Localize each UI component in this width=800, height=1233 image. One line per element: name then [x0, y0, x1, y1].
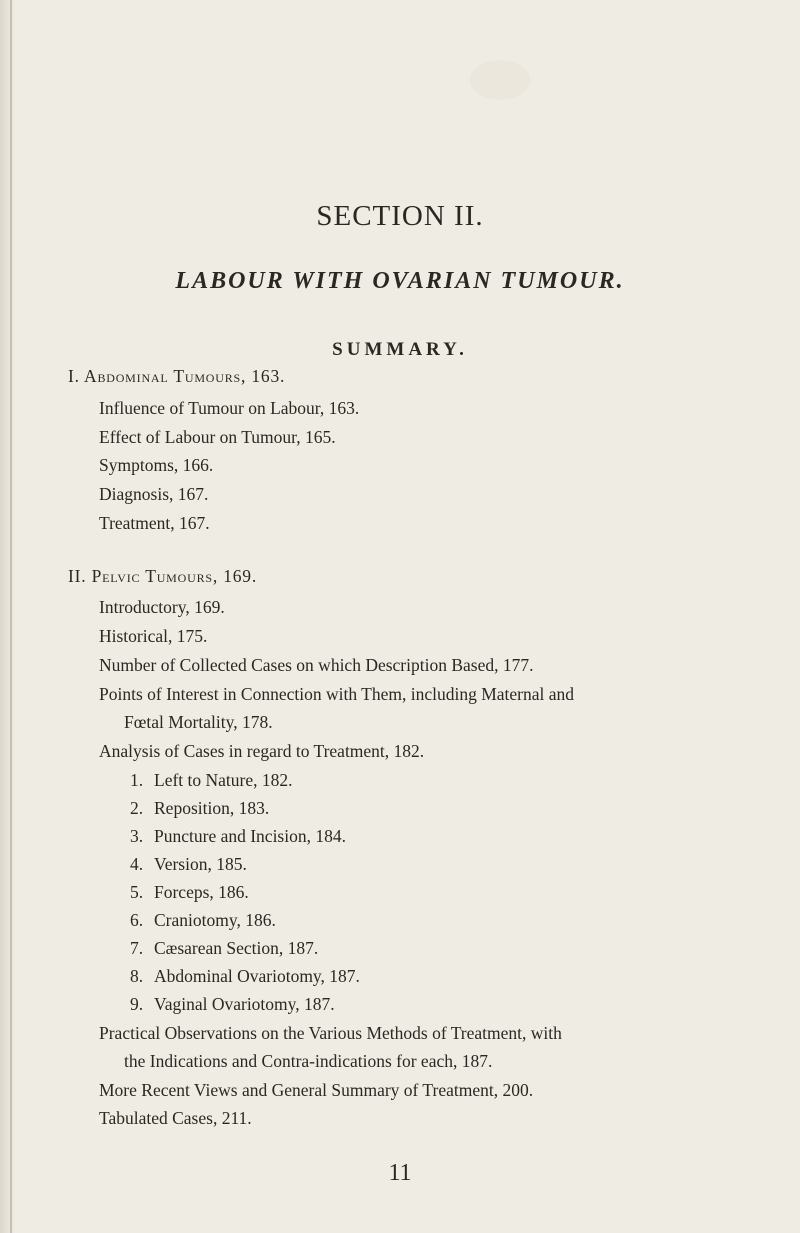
treatment-list-item: [130, 910, 276, 931]
treatment-text: Left to Nature, 182.: [154, 770, 293, 790]
treatment-text: Abdominal Ovariotomy, 187.: [154, 966, 360, 986]
part-2-item-continuation: Fœtal Mortality, 178.: [124, 712, 273, 732]
part-1-item: Diagnosis, 167.: [99, 484, 209, 504]
part-2-item: Tabulated Cases, 211.: [99, 1108, 252, 1128]
treatment-number: 7.: [130, 938, 144, 958]
part-1-item: Treatment, 167.: [99, 513, 210, 533]
part-1-heading: I. Abdominal Tumours, 163.: [68, 366, 286, 386]
treatment-number: 5.: [130, 882, 144, 902]
treatment-text: Version, 185.: [154, 854, 247, 874]
treatment-list-item: [130, 770, 293, 791]
part-2-item: Introductory, 169.: [99, 597, 225, 617]
part-2-item-continuation: the Indications and Contra-indications for each, 187.: [124, 1051, 493, 1071]
part-2-item: Analysis of Cases in regard to Treatment, 182.: [99, 741, 425, 761]
part-2-item: Practical Observations on the Various Methods of Treatment, with: [99, 1023, 562, 1043]
treatment-list-item: [130, 854, 247, 875]
treatment-number: 6.: [130, 910, 144, 930]
treatment-text: Vaginal Ovariotomy, 187.: [154, 994, 335, 1014]
treatment-text: Reposition, 183.: [154, 798, 270, 818]
section-title: SECTION II.: [316, 200, 484, 232]
chapter-subtitle: LABOUR WITH OVARIAN TUMOUR.: [175, 268, 625, 294]
treatment-number: 3.: [130, 826, 144, 846]
treatment-text: Cæsarean Section, 187.: [154, 938, 319, 958]
treatment-number: 1.: [130, 770, 144, 790]
page-binding-edge: [0, 0, 16, 1233]
treatment-number: 9.: [130, 994, 144, 1014]
treatment-list-item: [130, 966, 360, 987]
part-2-item: More Recent Views and General Summary of Treatment, 200.: [99, 1080, 534, 1100]
page-gutter-line: [10, 0, 12, 1233]
summary-heading: SUMMARY.: [332, 339, 468, 360]
treatment-text: Craniotomy, 186.: [154, 910, 276, 930]
part-2-heading: II. Pelvic Tumours, 169.: [68, 566, 258, 586]
treatment-text: Puncture and Incision, 184.: [154, 826, 346, 846]
treatment-number: 4.: [130, 854, 144, 874]
treatment-list-item: [130, 882, 249, 903]
part-2-item: Number of Collected Cases on which Description Based, 177.: [99, 655, 534, 675]
page-number: 11: [388, 1160, 412, 1186]
treatment-number: 8.: [130, 966, 144, 986]
treatment-list-item: [130, 938, 318, 959]
part-2-item: Points of Interest in Connection with Them, including Maternal and: [99, 684, 575, 704]
treatment-list-item: [130, 826, 346, 847]
part-1-item: Symptoms, 166.: [99, 455, 214, 475]
part-1-item: Influence of Tumour on Labour, 163.: [99, 398, 360, 418]
treatment-list-item: [130, 798, 269, 819]
treatment-number: 2.: [130, 798, 144, 818]
part-2-item: Historical, 175.: [99, 626, 208, 646]
part-1-item: Effect of Labour on Tumour, 165.: [99, 427, 336, 447]
treatment-text: Forceps, 186.: [154, 882, 249, 902]
treatment-list-item: [130, 994, 335, 1015]
paper-stain: [470, 60, 530, 100]
